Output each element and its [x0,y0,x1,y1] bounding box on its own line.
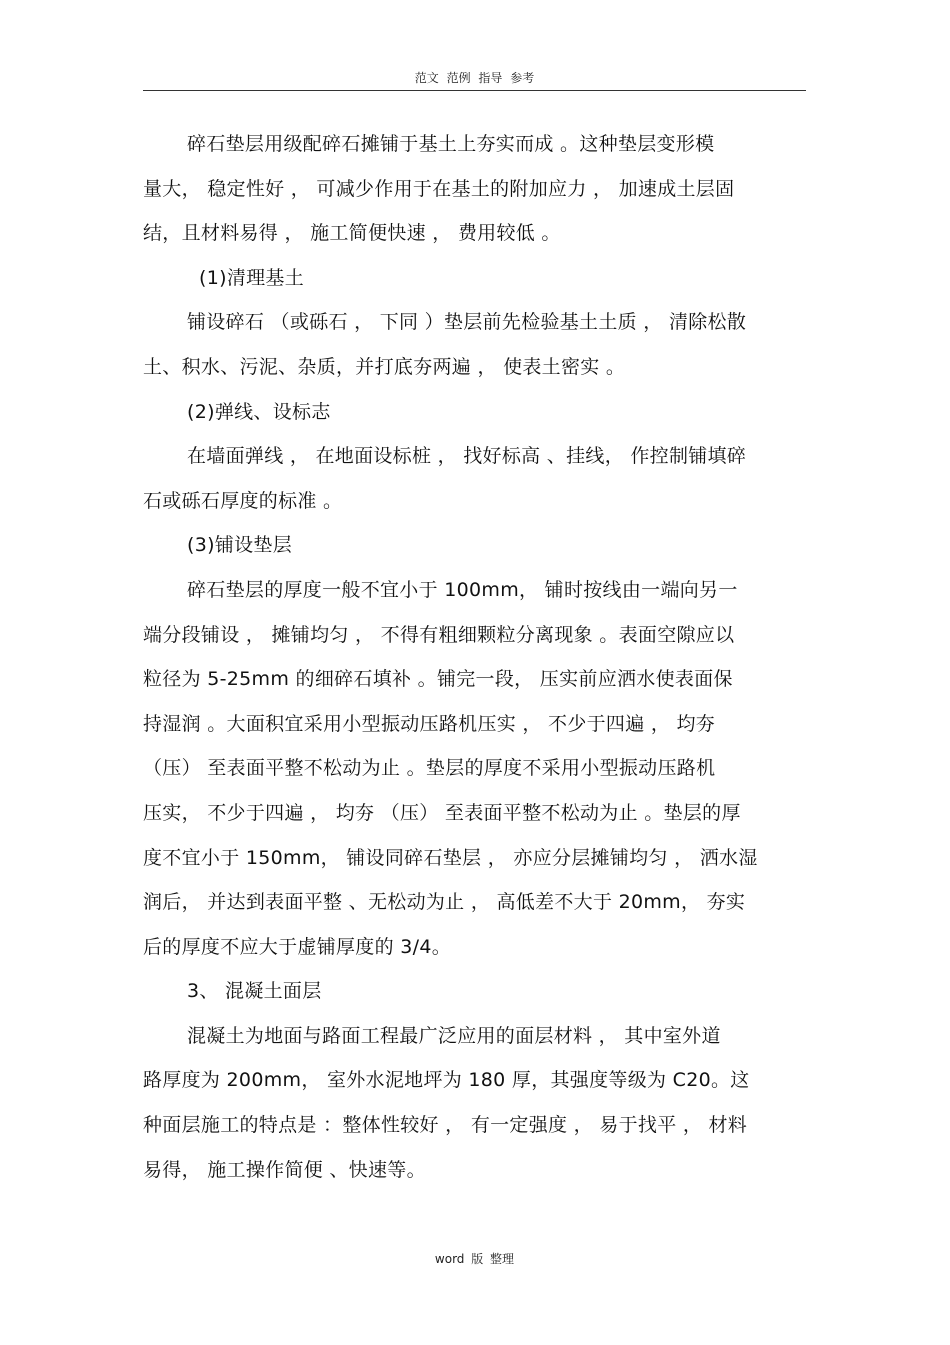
text-line: 持湿润 。大面积宜采用小型振动压路机压实 ， 不少于四遍 ， 均夯 [143,712,716,735]
page-header [143,68,806,91]
text-line: 度不宜小于 150mm， 铺设同碎石垫层 ， 亦应分层摊铺均匀 ， 洒水湿 [143,846,758,869]
text-line: （压） 至表面平整不松动为止 。垫层的厚度不采用小型振动压路机 [143,757,716,780]
text-line: 易得， 施工操作简便 、快速等。 [143,1158,426,1181]
section-heading: (1)清理基土 [199,266,305,289]
text-line: 土、积水、污泥、杂质，并打底夯两遍 ， 使表土密实 。 [143,355,626,378]
document-body [143,122,806,1192]
text-line: 压实， 不少于四遍 ， 均夯 （压） 至表面平整不松动为止 。垫层的厚 [143,801,741,824]
section-heading: (3)铺设垫层 [187,534,293,557]
text-line: 碎石垫层的厚度一般不宜小于 100mm， 铺时按线由一端向另一 [187,578,738,601]
page-footer [143,1249,806,1269]
footer-text: word 版 整理 [434,1252,515,1266]
text-line: 润后， 并达到表面平整 、无松动为止 ， 高低差不大于 20mm， 夯实 [143,891,746,914]
section-heading: (2)弹线、设标志 [187,400,331,423]
text-line: 在墙面弹线 ， 在地面设标桩 ， 找好标高 、挂线， 作控制铺填碎 [187,445,747,468]
section-heading: 3、 混凝土面层 [187,980,322,1003]
text-line: 铺设碎石 （或砾石 ， 下同 ）垫层前先检验基土土质 ， 清除松散 [187,311,747,334]
text-line: 混凝土为地面与路面工程最广泛应用的面层材料 ， 其中室外道 [187,1024,721,1047]
text-line: 端分段铺设 ， 摊铺均匀 ， 不得有粗细颗粒分离现象 。表面空隙应以 [143,623,735,646]
text-line: 结，且材料易得 ， 施工简便快速 ， 费用较低 。 [143,222,561,245]
text-line: 石或砾石厚度的标准 。 [143,489,343,512]
text-line: 后的厚度不应大于虚铺厚度的 3/4。 [143,935,452,958]
text-line: 路厚度为 200mm， 室外水泥地坪为 180 厚，其强度等级为 C20。这 [143,1069,750,1092]
text-line: 种面层施工的特点是 ：整体性较好 ， 有一定强度 ， 易于找平 ， 材料 [143,1114,748,1137]
header-text: 范文 范例 指导 参考 [414,71,535,85]
text-line: 粒径为 5-25mm 的细碎石填补 。铺完一段， 压实前应洒水使表面保 [143,668,733,691]
text-line: 碎石垫层用级配碎石摊铺于基土上夯实而成 。这种垫层变形模 [187,133,715,155]
text-line: 量大， 稳定性好 ， 可减少作用于在基土的附加应力 ， 加速成土层固 [143,177,735,200]
